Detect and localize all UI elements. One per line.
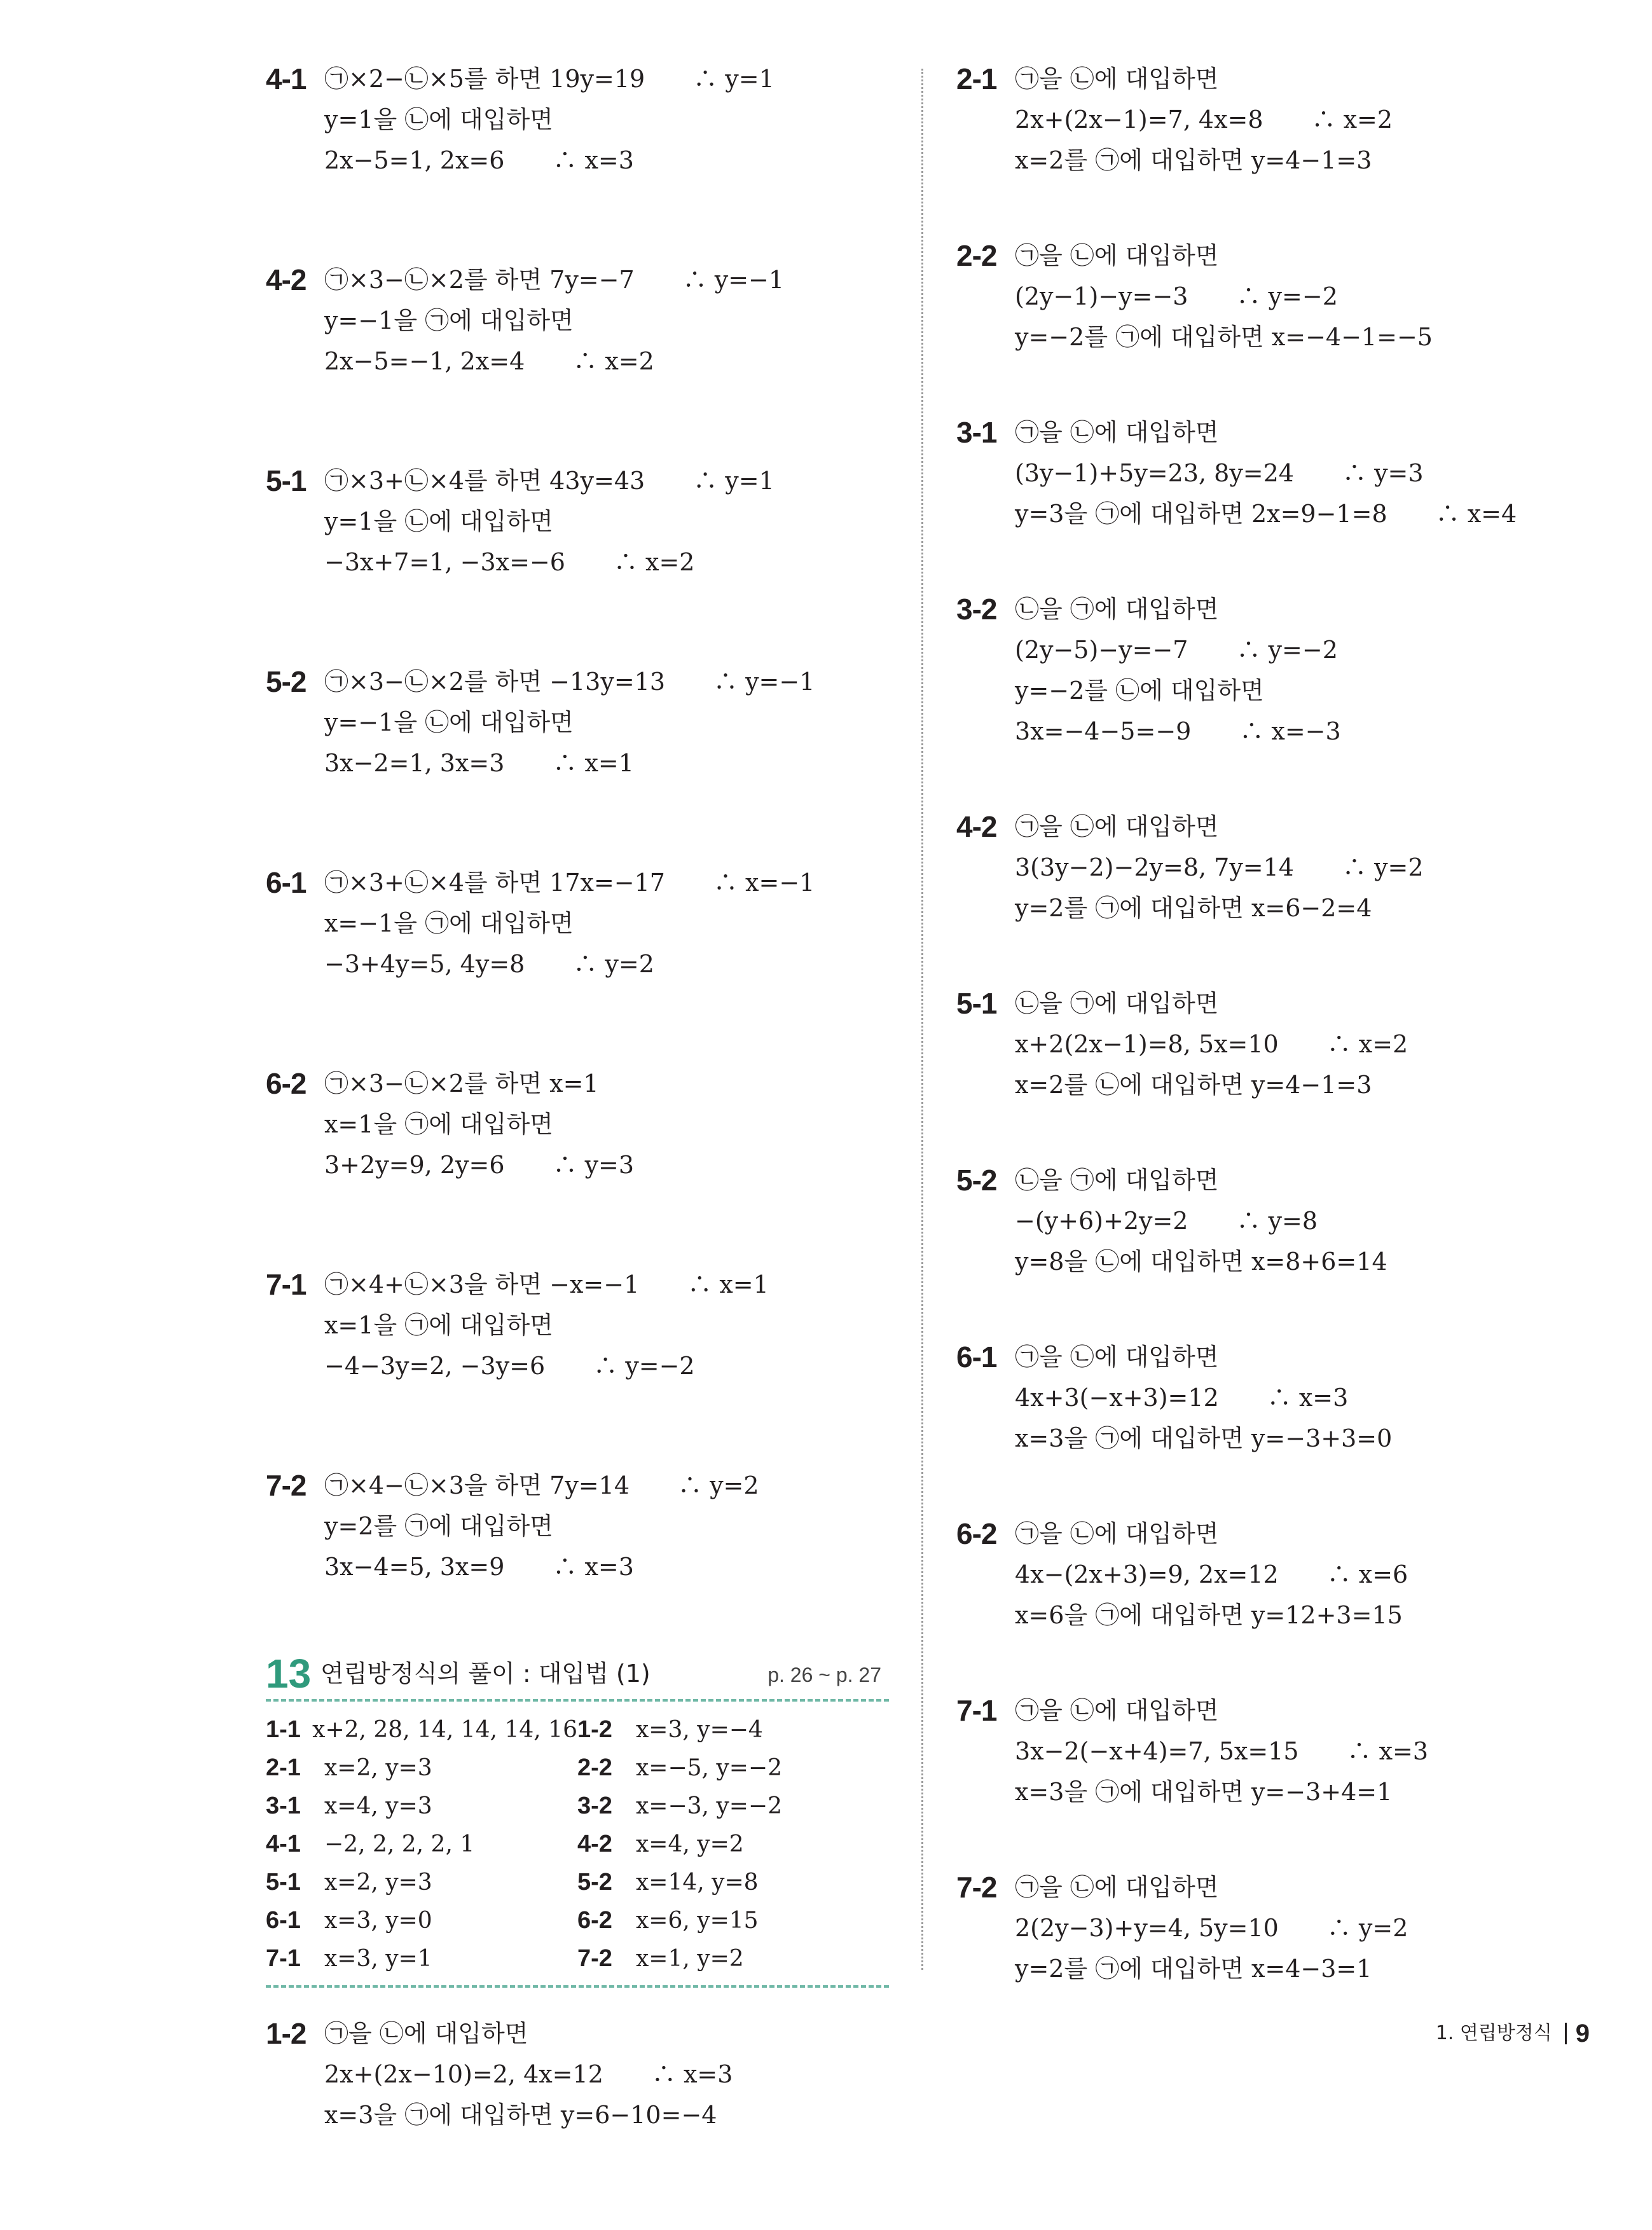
problem-5-2 [956, 1160, 1592, 1282]
solution-line: 3x−2(−x+4)=7, 5x=15 ∴ x=3 [1015, 1737, 1429, 1765]
answer-label: 3-2 [577, 1792, 612, 1819]
left-after-list [266, 2013, 889, 2135]
solution-line: y=3을 ㉠에 대입하면 2x=9−1=8 ∴ x=4 [1015, 500, 1517, 528]
solution-line: (2y−1)−y=−3 ∴ y=−2 [1015, 282, 1338, 310]
problem-number: 1-2 [266, 2017, 306, 2050]
answer-cell [577, 1945, 889, 1972]
problem-3-2 [956, 589, 1592, 752]
problem-4-1 [266, 59, 889, 181]
answer-cell [577, 1831, 889, 1858]
problem-number: 5-1 [266, 464, 306, 497]
problem-2-2 [956, 235, 1592, 357]
answer-label: 4-1 [266, 1830, 301, 1857]
solution-line: 3+2y=9, 2y=6 ∴ y=3 [324, 1151, 635, 1179]
answer-label: 1-1 [266, 1716, 301, 1743]
left-column [266, 59, 889, 2135]
section-header [266, 1648, 889, 1702]
solution-line: 4x+3(−x+3)=12 ∴ x=3 [1015, 1384, 1349, 1412]
problem-7-2 [266, 1465, 889, 1587]
problem-number: 4-2 [956, 810, 997, 843]
solution-line: −4−3y=2, −3y=6 ∴ y=−2 [324, 1352, 695, 1380]
solution-line: 2x−5=1, 2x=6 ∴ x=3 [324, 146, 634, 174]
answer-label: 6-1 [266, 1906, 301, 1934]
answer-cell [266, 1945, 577, 1972]
solution-line: (3y−1)+5y=23, 8y=24 ∴ y=3 [1015, 459, 1424, 487]
solution-line: x=−1을 ㉠에 대입하면 [324, 909, 574, 937]
solution-line: ㉠을 ㉡에 대입하면 [1015, 1520, 1219, 1548]
solution-line: y=8을 ㉡에 대입하면 x=8+6=14 [1015, 1248, 1387, 1276]
solution-line: y=−1을 ㉡에 대입하면 [324, 708, 574, 736]
answer-value: x=6, y=15 [636, 1907, 759, 1934]
answer-row [266, 1939, 889, 1978]
answer-grid [266, 1702, 889, 1988]
solution-line: ㉠×3−㉡×2를 하면 7y=−7 ∴ y=−1 [324, 266, 785, 294]
problem-number: 4-1 [266, 62, 306, 95]
answer-value: −2, 2, 2, 2, 1 [324, 1831, 475, 1857]
solution-line: y=−2를 ㉡에 대입하면 [1015, 677, 1264, 705]
solution-line: −3+4y=5, 4y=8 ∴ y=2 [324, 950, 654, 978]
answer-label: 5-2 [577, 1868, 612, 1896]
answer-value: x=3, y=0 [324, 1907, 432, 1934]
solution-line: y=−2를 ㉠에 대입하면 x=−4−1=−5 [1015, 323, 1433, 351]
solution-line: ㉠을 ㉡에 대입하면 [1015, 1343, 1219, 1371]
column-divider [921, 69, 923, 1970]
problem-number: 2-1 [956, 62, 997, 95]
answer-value: x=4, y=3 [324, 1793, 432, 1819]
problem-6-2 [266, 1063, 889, 1185]
answer-label: 6-2 [577, 1906, 612, 1934]
solution-line: 2x+(2x−10)=2, 4x=12 ∴ x=3 [324, 2060, 733, 2088]
answer-label: 7-2 [577, 1944, 612, 1972]
right-column [956, 59, 1592, 2044]
answer-label: 4-2 [577, 1830, 612, 1857]
solution-line: ㉠을 ㉡에 대입하면 [1015, 242, 1219, 270]
problem-5-2 [266, 661, 889, 783]
solution-line: ㉠을 ㉡에 대입하면 [1015, 65, 1219, 93]
solution-line: ㉠을 ㉡에 대입하면 [1015, 813, 1219, 841]
solution-line: ㉠을 ㉡에 대입하면 [1015, 1697, 1219, 1724]
solution-line: 3x−2=1, 3x=3 ∴ x=1 [324, 749, 634, 777]
problem-number: 7-2 [956, 1871, 997, 1904]
problem-number: 6-1 [266, 866, 306, 899]
problem-2-1 [956, 59, 1592, 181]
answer-label: 1-2 [577, 1716, 612, 1743]
solution-line: −(y+6)+2y=2 ∴ y=8 [1015, 1207, 1318, 1235]
solution-line: ㉠을 ㉡에 대입하면 [1015, 1873, 1219, 1901]
solution-line: (2y−5)−y=−7 ∴ y=−2 [1015, 636, 1338, 664]
section-title: 연립방정식의 풀이 : 대입법 (1) [320, 1660, 650, 1688]
answer-value: x+2, 28, 14, 14, 14, 16 [312, 1716, 577, 1743]
problem-number: 5-1 [956, 987, 997, 1020]
solution-line: x=2를 ㉡에 대입하면 y=4−1=3 [1015, 1071, 1372, 1099]
problem-number: 3-1 [956, 416, 997, 449]
problem-6-2 [956, 1513, 1592, 1635]
problem-number: 7-1 [266, 1268, 306, 1301]
answer-cell [577, 1793, 889, 1820]
problem-4-2 [956, 806, 1592, 928]
solution-line: 2x+(2x−1)=7, 4x=8 ∴ x=2 [1015, 106, 1393, 134]
answer-cell [577, 1716, 889, 1744]
answer-label: 2-1 [266, 1754, 301, 1781]
solution-line: 2(2y−3)+y=4, 5y=10 ∴ y=2 [1015, 1914, 1408, 1942]
answer-cell [266, 1754, 577, 1782]
answer-cell [577, 1869, 889, 1896]
solution-line: ㉠을 ㉡에 대입하면 [1015, 418, 1219, 446]
solution-line: x=3을 ㉠에 대입하면 y=6−10=−4 [324, 2101, 717, 2129]
solution-line: x=1을 ㉠에 대입하면 [324, 1311, 553, 1339]
problem-number: 6-1 [956, 1340, 997, 1373]
problem-1-2 [266, 2013, 889, 2135]
solution-line: y=−1을 ㉠에 대입하면 [324, 306, 574, 334]
solution-line: ㉠을 ㉡에 대입하면 [324, 2020, 528, 2048]
problem-6-1 [956, 1337, 1592, 1459]
answer-label: 2-2 [577, 1754, 612, 1781]
answer-value: x=−3, y=−2 [636, 1793, 782, 1819]
problem-5-1 [956, 983, 1592, 1105]
solution-line: 3x−4=5, 3x=9 ∴ x=3 [324, 1553, 634, 1581]
problem-7-1 [266, 1264, 889, 1386]
problem-number: 7-2 [266, 1469, 306, 1502]
solution-line: y=2를 ㉠에 대입하면 x=4−3=1 [1015, 1955, 1372, 1983]
solution-line: ㉡을 ㉠에 대입하면 [1015, 595, 1219, 623]
solution-line: 2x−5=−1, 2x=4 ∴ x=2 [324, 347, 654, 375]
solution-line: y=2를 ㉠에 대입하면 x=6−2=4 [1015, 894, 1372, 922]
answer-row [266, 1787, 889, 1825]
solution-line: x=3을 ㉠에 대입하면 y=−3+4=1 [1015, 1778, 1393, 1806]
solution-line: 3x=−4−5=−9 ∴ x=−3 [1015, 717, 1341, 745]
solution-line: ㉠×4+㉡×3을 하면 −x=−1 ∴ x=1 [324, 1270, 769, 1298]
answer-value: x=−5, y=−2 [636, 1754, 782, 1781]
solution-line: ㉠×3−㉡×2를 하면 −13y=13 ∴ y=−1 [324, 668, 815, 696]
problem-4-2 [266, 259, 889, 382]
answer-cell [577, 1754, 889, 1782]
answer-cell [266, 1869, 577, 1896]
answer-cell [266, 1716, 577, 1744]
problem-number: 6-2 [266, 1067, 306, 1100]
answer-label: 7-1 [266, 1944, 301, 1972]
solution-line: ㉠×3+㉡×4를 하면 17x=−17 ∴ x=−1 [324, 869, 815, 897]
problem-number: 5-2 [956, 1164, 997, 1197]
answer-row [266, 1825, 889, 1863]
section-pages: p. 26 ~ p. 27 [767, 1663, 881, 1686]
problem-6-1 [266, 862, 889, 984]
solution-line: x=2를 ㉠에 대입하면 y=4−1=3 [1015, 146, 1372, 174]
left-problem-list [266, 59, 889, 1587]
problem-7-2 [956, 1867, 1592, 1989]
problem-number: 2-2 [956, 239, 997, 272]
answer-label: 5-1 [266, 1868, 301, 1896]
answer-cell [266, 1831, 577, 1858]
solution-line: y=1을 ㉡에 대입하면 [324, 106, 553, 134]
solution-line: −3x+7=1, −3x=−6 ∴ x=2 [324, 548, 695, 576]
problem-number: 7-1 [956, 1694, 997, 1727]
solution-line: x=6을 ㉠에 대입하면 y=12+3=15 [1015, 1601, 1403, 1629]
problem-number: 5-2 [266, 665, 306, 698]
solution-line: ㉠×3−㉡×2를 하면 x=1 [324, 1070, 599, 1098]
solution-line: y=2를 ㉠에 대입하면 [324, 1512, 553, 1540]
problem-number: 4-2 [266, 263, 306, 296]
page-number: 9 [1575, 2020, 1590, 2048]
solution-line: ㉠×4−㉡×3을 하면 7y=14 ∴ y=2 [324, 1471, 759, 1499]
page-footer [1436, 2016, 1590, 2051]
section-number: 13 [266, 1651, 312, 1697]
answer-cell [266, 1793, 577, 1820]
problem-5-1 [266, 460, 889, 582]
solution-line: x=3을 ㉠에 대입하면 y=−3+3=0 [1015, 1424, 1393, 1452]
answer-value: x=14, y=8 [636, 1869, 759, 1896]
problem-number: 3-2 [956, 593, 997, 626]
answer-value: x=2, y=3 [324, 1754, 432, 1781]
footer-divider [1565, 2023, 1567, 2044]
solution-line: ㉡을 ㉠에 대입하면 [1015, 989, 1219, 1017]
problem-7-1 [956, 1690, 1592, 1812]
right-problem-list [956, 59, 1592, 1989]
solution-line: ㉠×3+㉡×4를 하면 43y=43 ∴ y=1 [324, 467, 774, 495]
answer-label: 3-1 [266, 1792, 301, 1819]
answer-cell [266, 1907, 577, 1934]
solution-line: ㉠×2−㉡×5를 하면 19y=19 ∴ y=1 [324, 65, 774, 93]
answer-value: x=3, y=1 [324, 1945, 432, 1972]
footer-chapter: 1. 연립방정식 [1435, 2022, 1552, 2044]
answer-row [266, 1863, 889, 1901]
answer-value: x=2, y=3 [324, 1869, 432, 1896]
answer-row [266, 1901, 889, 1939]
problem-3-1 [956, 412, 1592, 534]
solution-line: x=1을 ㉠에 대입하면 [324, 1110, 553, 1138]
solution-line: 3(3y−2)−2y=8, 7y=14 ∴ y=2 [1015, 853, 1424, 881]
solution-line: y=1을 ㉡에 대입하면 [324, 507, 553, 535]
solution-line: x+2(2x−1)=8, 5x=10 ∴ x=2 [1015, 1030, 1408, 1058]
solution-line: 4x−(2x+3)=9, 2x=12 ∴ x=6 [1015, 1560, 1408, 1588]
answer-value: x=3, y=−4 [636, 1716, 763, 1743]
answer-row [266, 1710, 889, 1749]
answer-cell [577, 1907, 889, 1934]
solution-line: ㉡을 ㉠에 대입하면 [1015, 1166, 1219, 1194]
answer-value: x=4, y=2 [636, 1831, 744, 1857]
answer-row [266, 1749, 889, 1787]
problem-number: 6-2 [956, 1517, 997, 1550]
answer-value: x=1, y=2 [636, 1945, 744, 1972]
